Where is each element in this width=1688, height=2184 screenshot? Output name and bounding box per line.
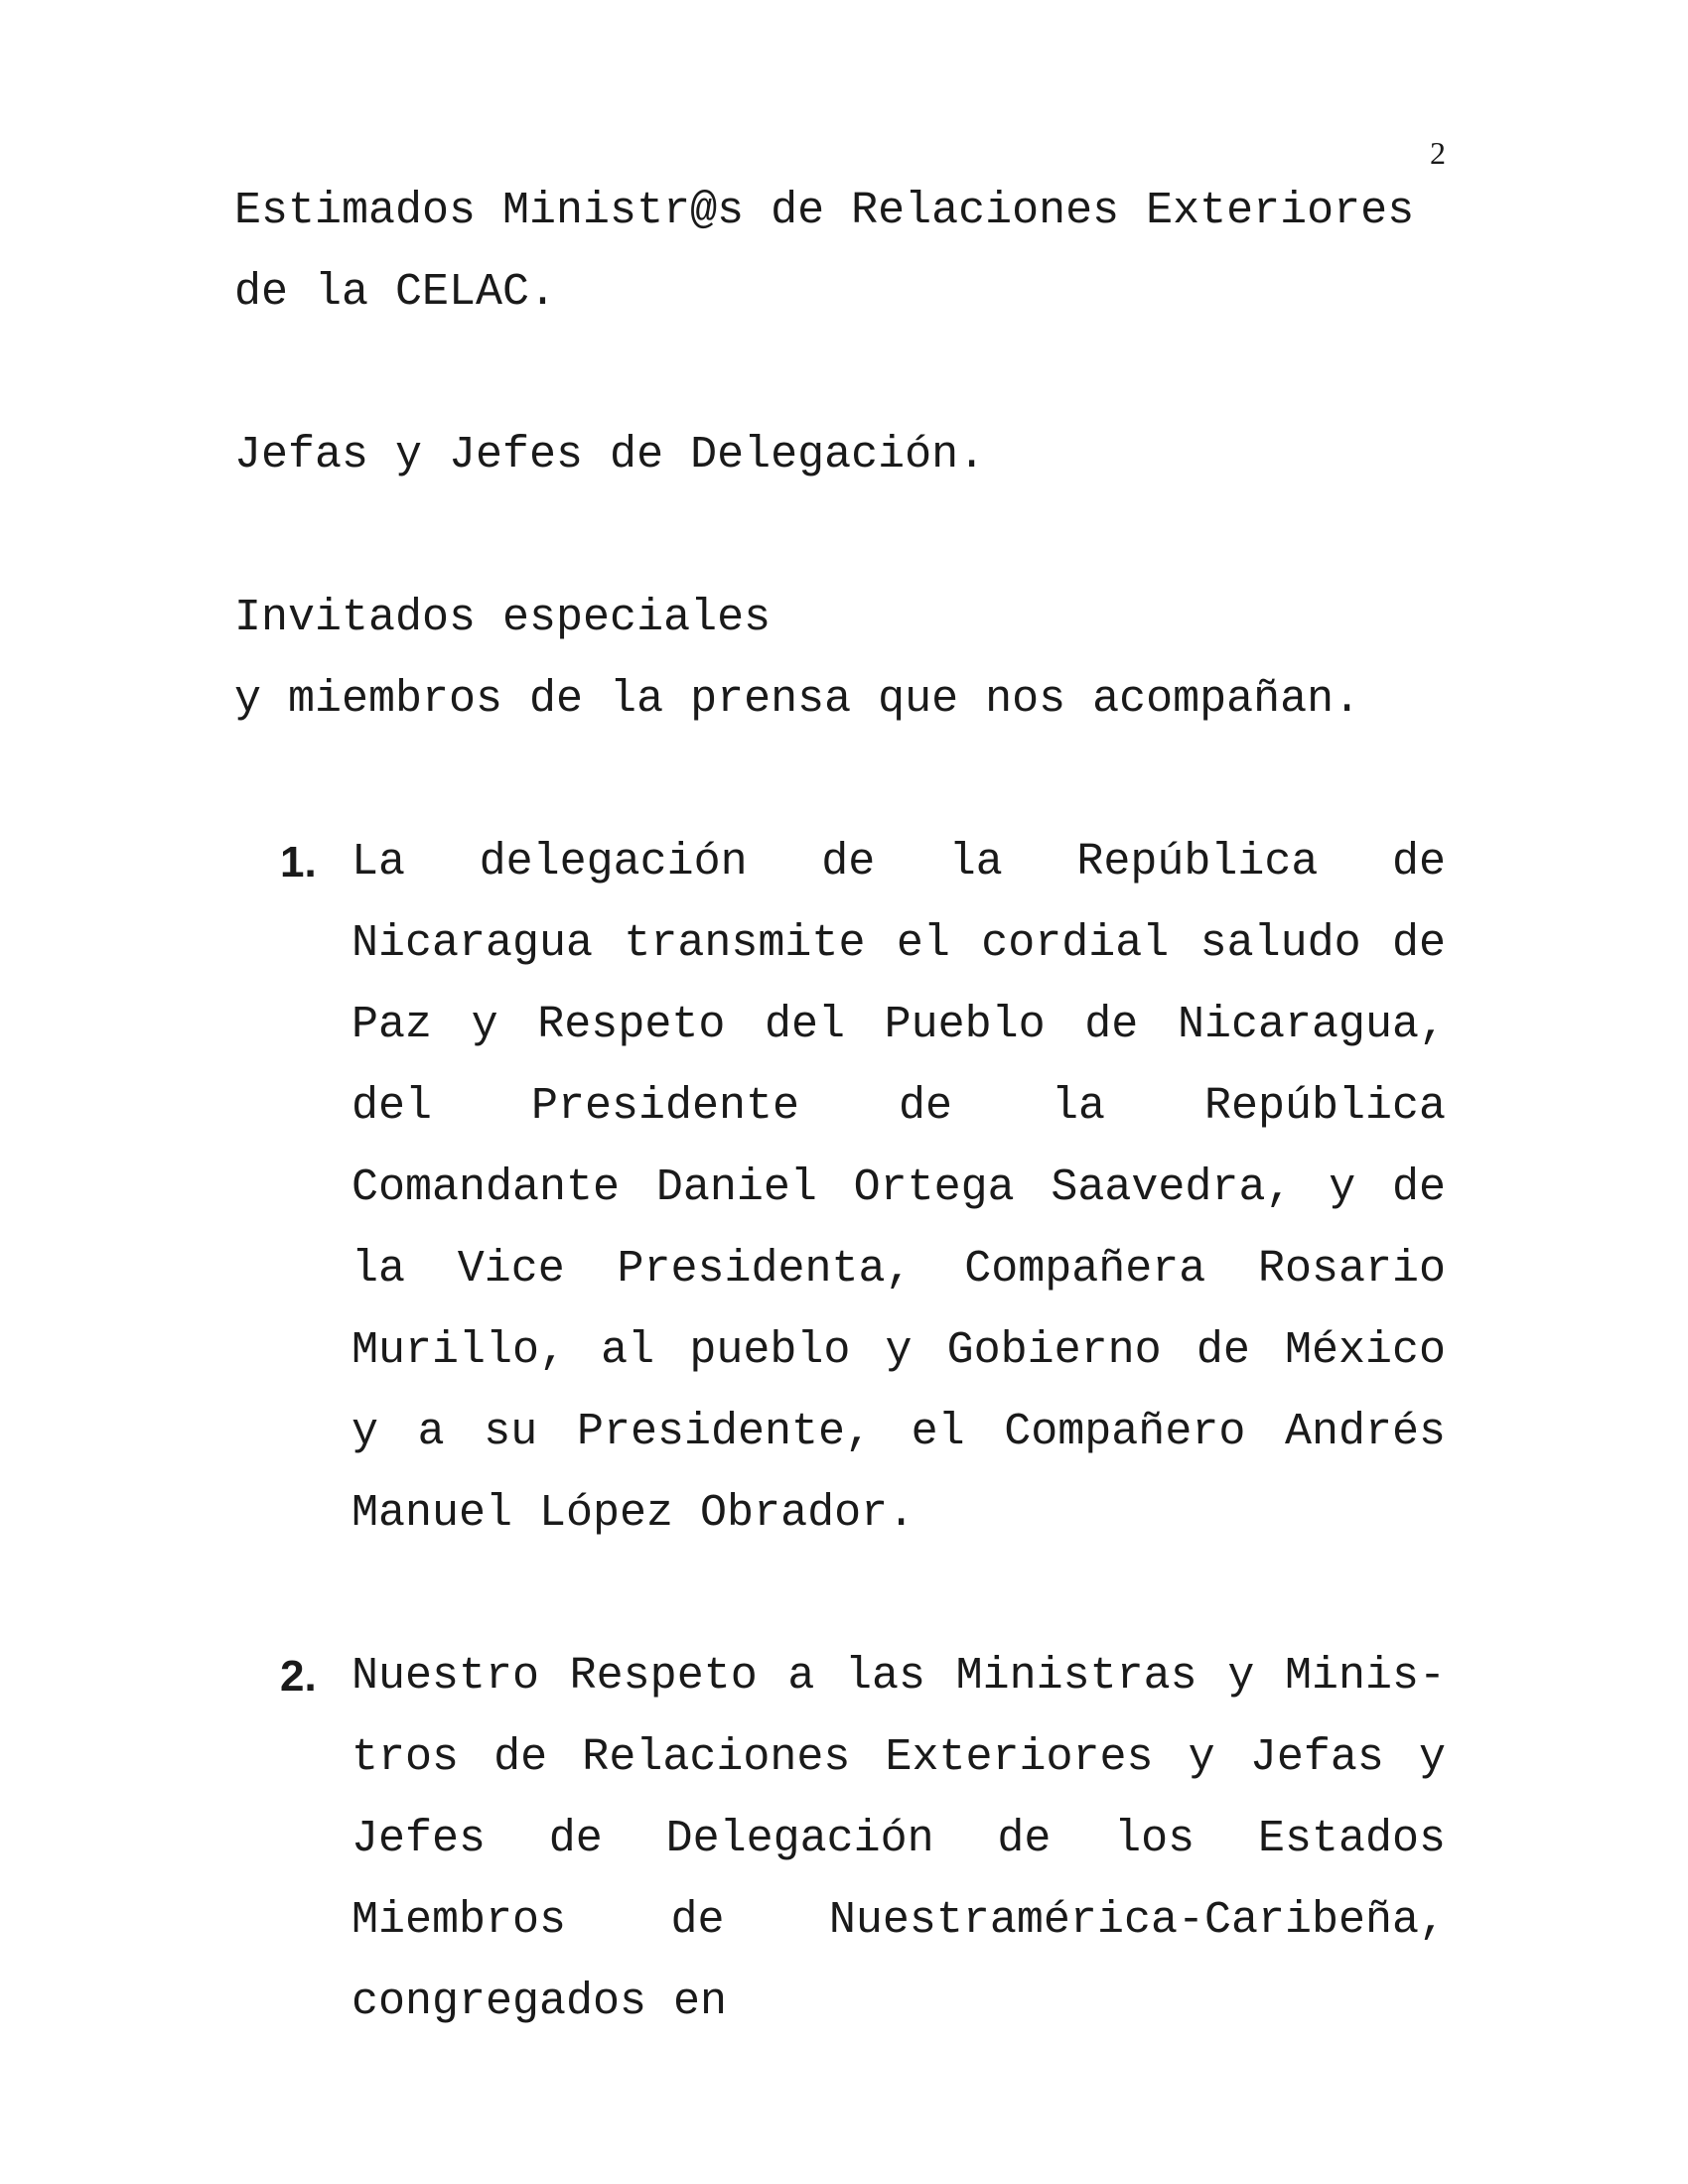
- greeting-line: Jefas y Jefes de Delegación.: [234, 430, 986, 480]
- list-item-text: La delegación de la República de Nicaragua transmite el cordial saludo de Paz y Respeto del Pueblo de Nicaragua, del Presidente de la República Comandante Daniel Ortega Saavedra, y de la Vice Presidenta, Compañera Rosario Murillo, al pueblo y Gobierno de México y a su Presidente, el Compañero Andrés Manuel López Obrador.: [352, 837, 1446, 1539]
- greeting-line: Invitados especiales: [234, 593, 772, 643]
- list-item-text: Nuestro Respeto a las Ministras y Minis-tros de Relaciones Exteriores y Jefas y Jefes de Delegación de los Estados Miembros de Nuestramérica-Caribeña, congregados en: [352, 1651, 1446, 2027]
- numbered-list: [234, 822, 1446, 2043]
- spacer: [234, 1555, 1446, 1636]
- greeting-line: Estimados Ministr@s de Relaciones Exteriores: [234, 186, 1415, 236]
- page-number: 2: [1430, 135, 1446, 171]
- spacer: [234, 334, 1446, 415]
- spacer: [234, 496, 1446, 578]
- greeting-line: y miembros de la prensa que nos acompañan.: [234, 674, 1361, 725]
- list-number: 2.: [280, 1652, 317, 1701]
- spacer: [234, 741, 1446, 822]
- list-number: 1.: [280, 838, 317, 887]
- greeting-line: de la CELAC.: [234, 267, 557, 318]
- list-item: [234, 822, 1446, 1555]
- document-body: [234, 171, 1446, 2043]
- list-item: [234, 1636, 1446, 2043]
